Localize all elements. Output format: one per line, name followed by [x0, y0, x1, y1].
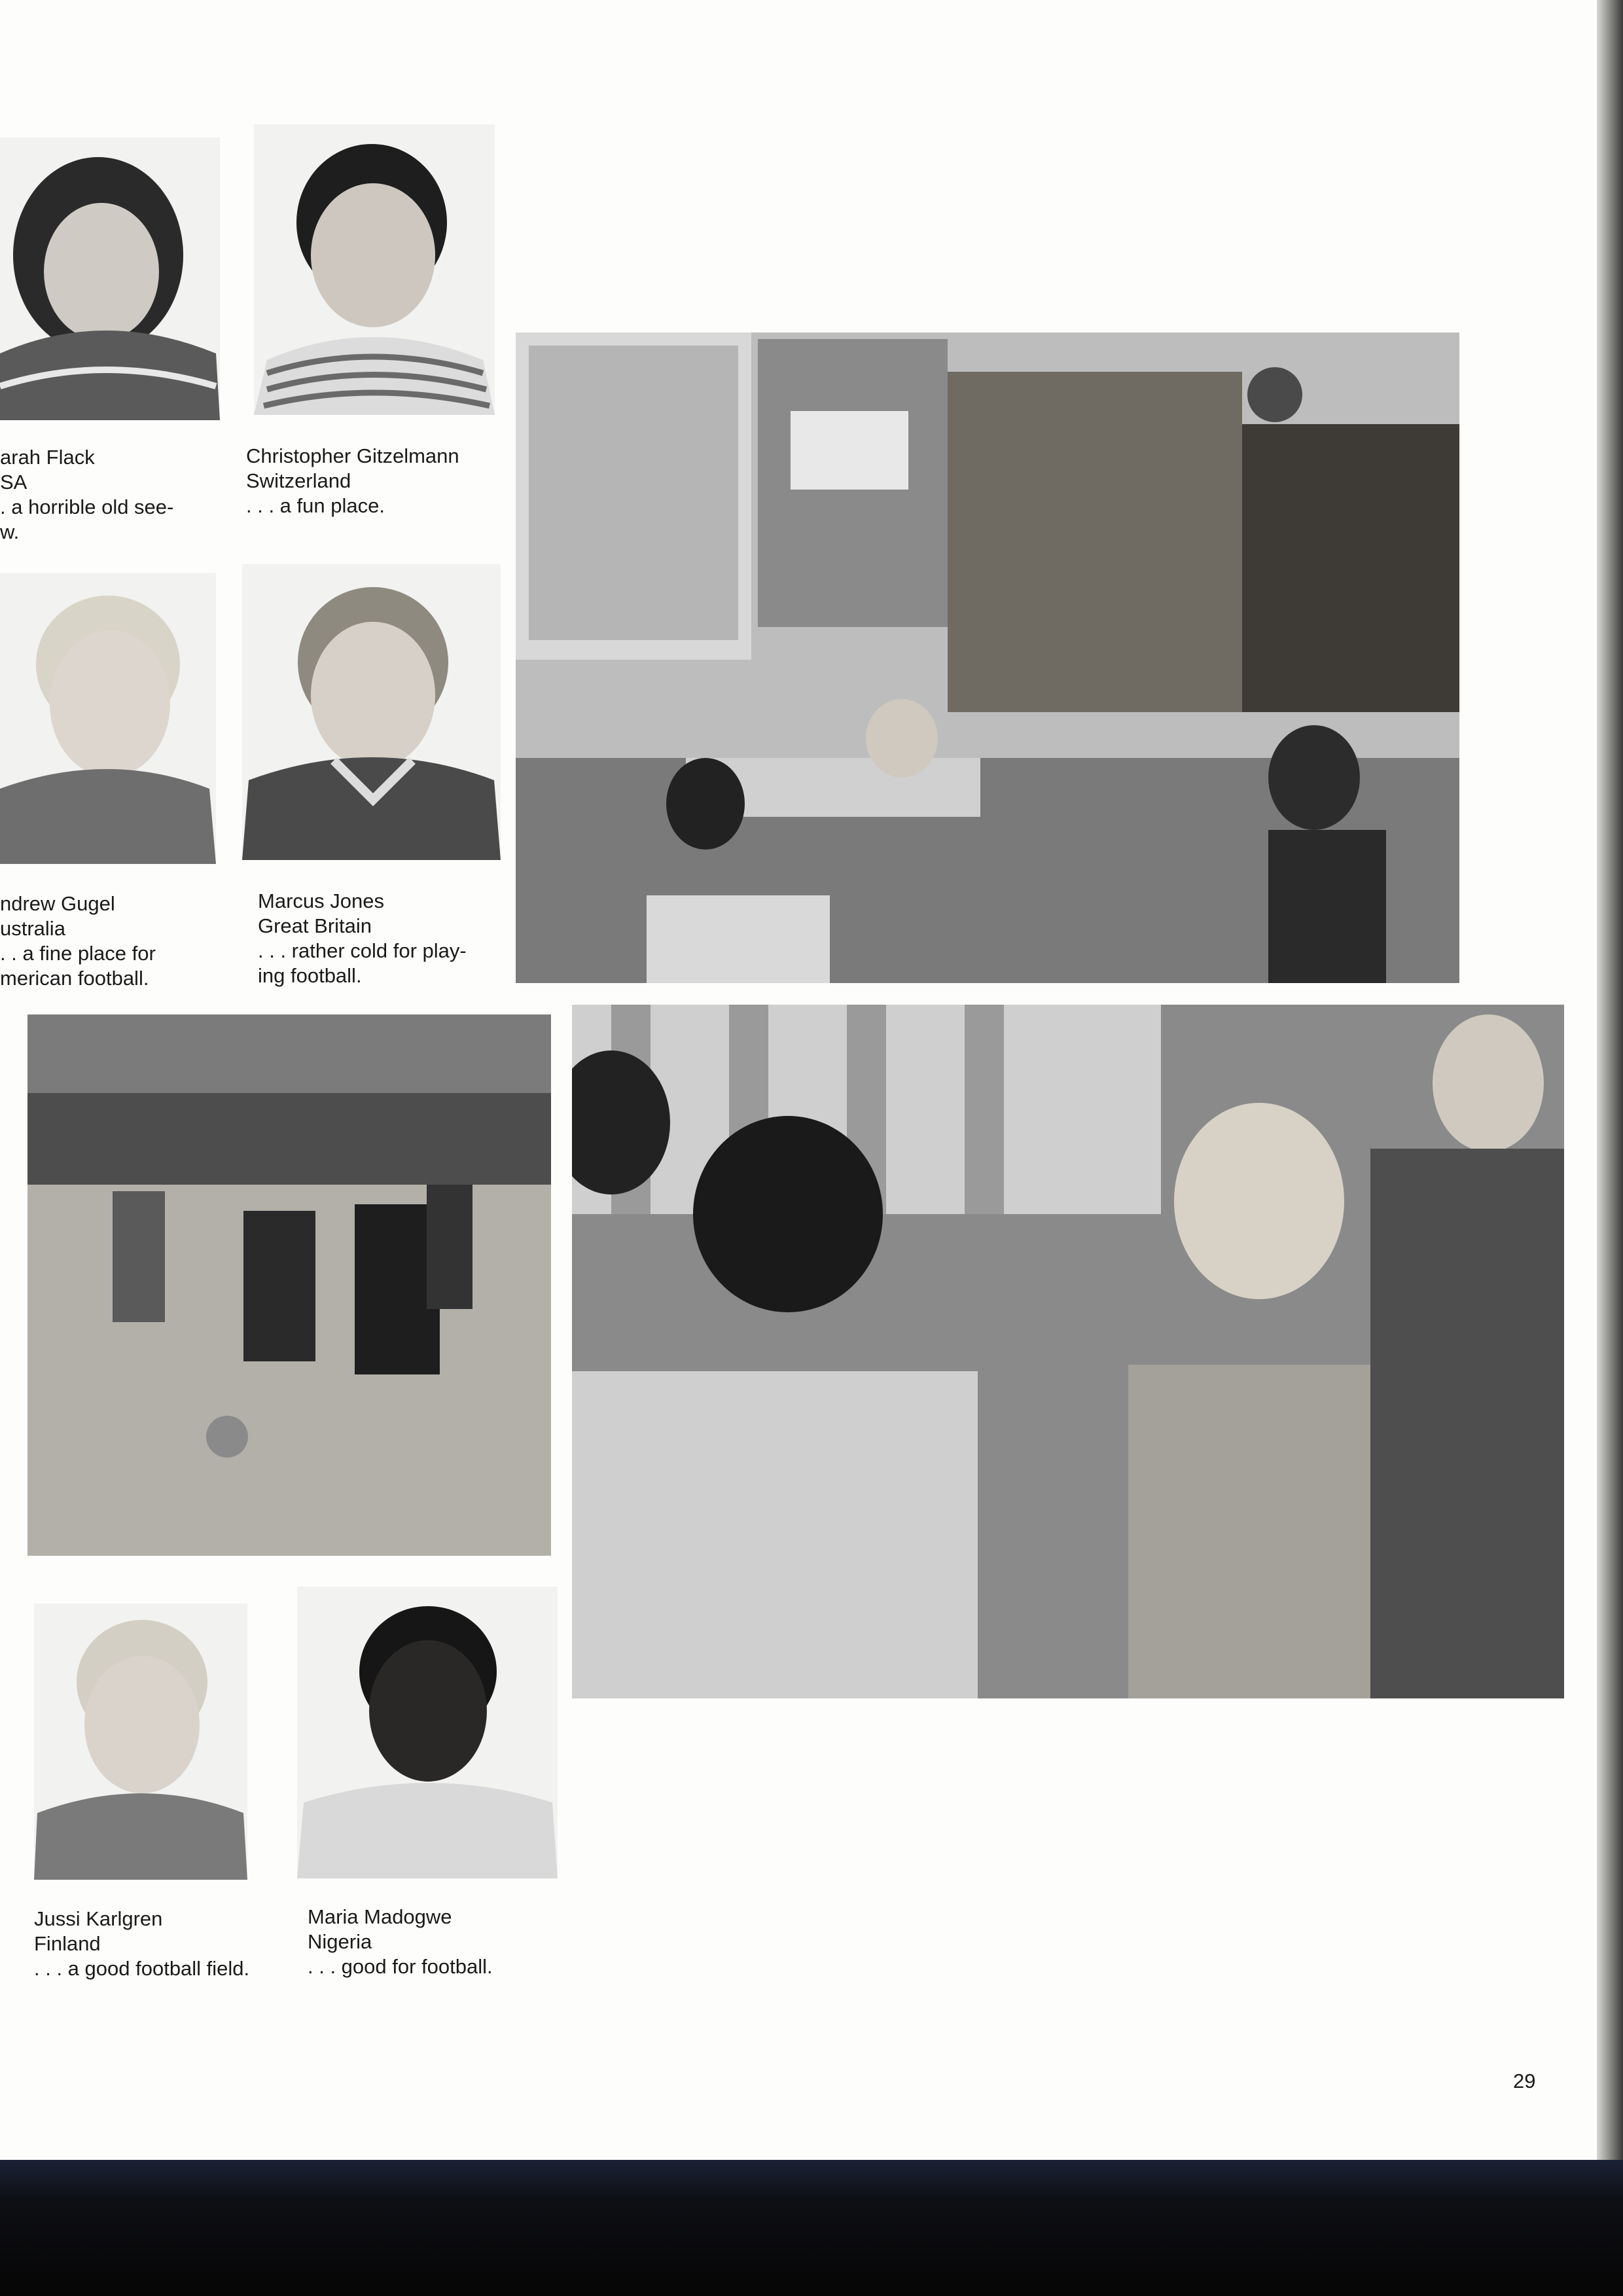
book-spine-edge	[1597, 0, 1623, 2160]
scan-bottom-edge	[0, 2160, 1623, 2296]
student-name: Marcus Jones	[258, 889, 384, 912]
student-name: Maria Madogwe	[308, 1905, 452, 1928]
student-quote-line: . . . rather cold for play-	[258, 939, 467, 962]
student-name: Christopher Gitzelmann	[246, 444, 459, 467]
portrait-photo-christopher-gitzelmann	[254, 124, 495, 415]
student-name: arah Flack	[0, 446, 95, 469]
student-quote-line: merican football.	[0, 967, 149, 990]
student-quote-line: . . a fine place for	[0, 942, 156, 965]
portrait-caption	[258, 889, 467, 988]
portrait-photo-sarah-flack	[0, 137, 220, 420]
student-quote-line: ing football.	[258, 964, 362, 987]
page-number: 29	[1513, 2070, 1536, 2092]
portrait-caption	[0, 891, 156, 991]
portrait-photo-jussi-karlgren	[34, 1604, 247, 1880]
football-photo	[27, 1014, 551, 1556]
student-country: Great Britain	[258, 914, 372, 937]
student-name: Jussi Karlgren	[34, 1907, 163, 1930]
portrait-photo-maria-madogwe	[297, 1587, 558, 1878]
language-lab-photo	[572, 1005, 1564, 1698]
portrait-caption	[246, 444, 459, 518]
student-country: Switzerland	[246, 469, 351, 492]
portrait-photo-marcus-jones	[242, 564, 501, 860]
student-name: ndrew Gugel	[0, 892, 115, 915]
classroom-photo	[516, 332, 1459, 983]
student-quote-line: . a horrible old see-	[0, 495, 174, 518]
student-quote-line: . . . good for football.	[308, 1955, 493, 1978]
portrait-caption	[0, 445, 173, 545]
student-country: Nigeria	[308, 1930, 372, 1953]
student-quote-line: . . . a good football field.	[34, 1957, 250, 1980]
student-country: ustralia	[0, 917, 65, 940]
student-country: SA	[0, 471, 27, 493]
student-quote-line: w.	[0, 520, 20, 543]
portrait-caption	[308, 1905, 493, 1979]
student-quote-line: . . . a fun place.	[246, 494, 385, 517]
portrait-caption	[34, 1907, 249, 1981]
portrait-photo-andrew-gugel	[0, 573, 216, 864]
student-country: Finland	[34, 1932, 101, 1955]
